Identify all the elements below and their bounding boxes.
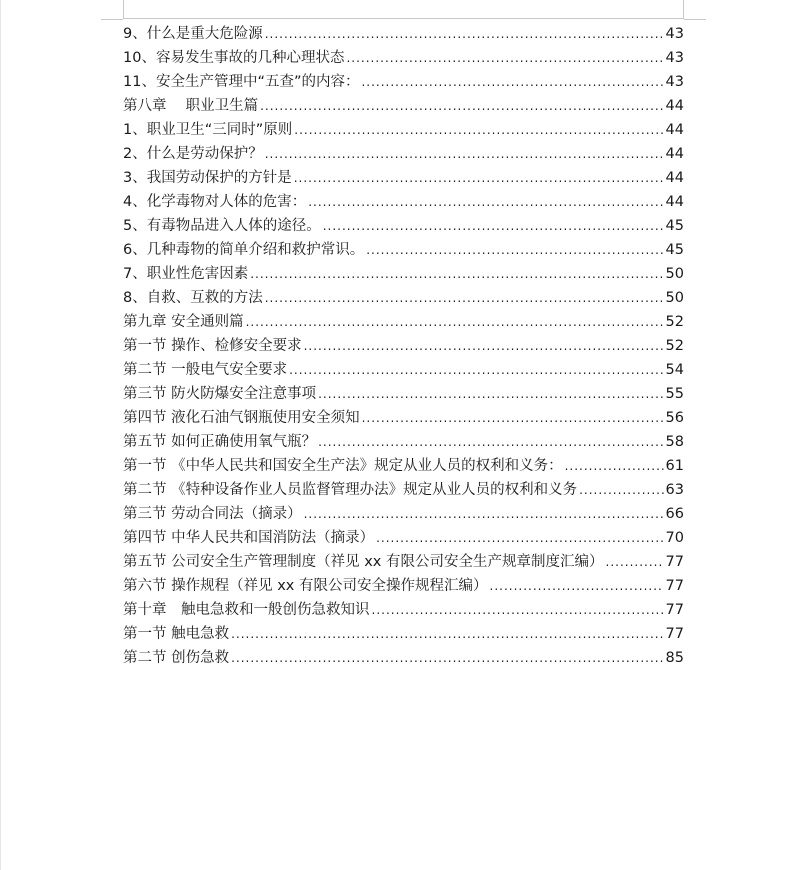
toc-entry-page-number: 66 [665,506,684,522]
toc-entry-title: 10、容易发生事故的几种心理状态 [123,50,345,66]
toc-dot-leader [366,238,663,262]
toc-dot-leader [308,190,663,214]
toc-dot-leader [361,70,663,94]
toc-entry-title: 第一节 操作、检修安全要求 [123,338,302,354]
toc-entry-title: 第五节 如何正确使用氧气瓶？ [123,434,317,450]
toc-entry-page-number: 43 [665,26,684,42]
toc-entry-title: 第五节 公司安全生产管理制度（祥见 xx 有限公司安全生产规章制度汇编） [123,554,604,570]
toc-entry[interactable] [123,262,684,286]
toc-dot-leader [294,166,664,190]
toc-entry-title: 7、职业性危害因素 [123,266,249,282]
toc-entry-page-number: 77 [665,554,684,570]
toc-entry-page-number: 56 [665,410,684,426]
toc-entry-page-number: 44 [665,146,684,162]
toc-entry-title: 第二节 创伤急救 [123,650,230,666]
toc-entry-title: 第八章 职业卫生篇 [123,98,259,114]
toc-entry-page-number: 50 [665,266,684,282]
toc-entry[interactable] [123,430,684,454]
toc-entry-page-number: 70 [665,530,684,546]
toc-dot-leader [304,502,664,526]
toc-entry-page-number: 43 [665,50,684,66]
toc-dot-leader [250,262,663,286]
toc-entry-title: 3、我国劳动保护的方针是 [123,170,292,186]
toc-entry-page-number: 58 [665,434,684,450]
toc-dot-leader [260,94,663,118]
toc-entry[interactable] [123,382,684,406]
toc-entry-page-number: 61 [665,458,684,474]
toc-entry-page-number: 85 [665,650,684,666]
toc-entry-page-number: 77 [665,578,684,594]
toc-dot-leader [304,334,664,358]
toc-entry-title: 第四节 中华人民共和国消防法（摘录） [123,530,375,546]
toc-entry[interactable] [123,334,684,358]
toc-entry-page-number: 54 [665,362,684,378]
toc-entry-page-number: 43 [665,74,684,90]
toc-dot-leader [265,286,664,310]
toc-entry[interactable] [123,214,684,238]
toc-entry[interactable] [123,598,684,622]
toc-entry[interactable] [123,478,684,502]
toc-entry-page-number: 77 [665,626,684,642]
toc-entry-title: 2、什么是劳动保护？ [123,146,263,162]
toc-entry[interactable] [123,70,684,94]
toc-entry[interactable] [123,406,684,430]
toc-entry-title: 第二节 《特种设备作业人员监督管理办法》规定从业人员的权利和义务 [123,482,578,498]
toc-entry[interactable] [123,166,684,190]
toc-dot-leader [606,550,664,574]
toc-entry[interactable] [123,94,684,118]
toc-dot-leader [246,310,664,334]
toc-dot-leader [346,46,663,70]
toc-entry-title: 第四节 液化石油气钢瓶使用安全须知 [123,410,360,426]
toc-entry[interactable] [123,22,684,46]
toc-entry[interactable] [123,502,684,526]
toc-entry[interactable] [123,574,684,598]
page-margin-guide [123,0,684,19]
toc-entry[interactable] [123,142,684,166]
toc-entry-title: 第十章 触电急救和一般创伤急救知识 [123,602,370,618]
toc-entry-page-number: 52 [665,314,684,330]
toc-entry[interactable] [123,358,684,382]
toc-entry-title: 第九章 安全通则篇 [123,314,244,330]
toc-dot-leader [289,358,663,382]
toc-entry-title: 9、什么是重大危险源 [123,26,263,42]
toc-entry[interactable] [123,622,684,646]
toc-entry[interactable] [123,118,684,142]
toc-dot-leader [265,22,664,46]
toc-entry-title: 4、化学毒物对人体的危害： [123,194,307,210]
toc-dot-leader [323,214,664,238]
toc-dot-leader [362,406,664,430]
toc-entry-title: 6、几种毒物的简单介绍和救护常识。 [123,242,365,258]
toc-entry[interactable] [123,310,684,334]
toc-entry-title: 11、安全生产管理中“五查”的内容： [123,74,360,90]
toc-entry-page-number: 45 [665,218,684,234]
toc-entry-title: 8、自救、互救的方法 [123,290,263,306]
table-of-contents [123,22,684,670]
toc-entry-title: 第三节 劳动合同法（摘录） [123,506,302,522]
toc-entry-page-number: 45 [665,242,684,258]
toc-dot-leader [565,454,664,478]
page-margin-guide-left [101,19,123,20]
toc-entry-page-number: 52 [665,338,684,354]
toc-dot-leader [265,142,664,166]
toc-entry-page-number: 50 [665,290,684,306]
toc-dot-leader [294,118,663,142]
toc-entry[interactable] [123,550,684,574]
toc-entry[interactable] [123,526,684,550]
toc-dot-leader [579,478,663,502]
toc-entry-page-number: 77 [665,602,684,618]
toc-entry-title: 第六节 操作规程（祥见 xx 有限公司安全操作规程汇编） [123,578,488,594]
toc-entry[interactable] [123,286,684,310]
toc-dot-leader [318,382,663,406]
toc-entry-page-number: 44 [665,170,684,186]
toc-entry-page-number: 55 [665,386,684,402]
toc-entry-title: 5、有毒物品进入人体的途径。 [123,218,321,234]
toc-entry-page-number: 44 [665,194,684,210]
toc-entry[interactable] [123,190,684,214]
toc-entry-title: 第二节 一般电气安全要求 [123,362,288,378]
toc-entry[interactable] [123,646,684,670]
toc-entry-page-number: 44 [665,98,684,114]
toc-entry-title: 第一节 《中华人民共和国安全生产法》规定从业人员的权利和义务： [123,458,563,474]
toc-dot-leader [376,526,663,550]
toc-entry[interactable] [123,46,684,70]
toc-entry-title: 1、职业卫生“三同时”原则 [123,122,293,138]
toc-entry-title: 第一节 触电急救 [123,626,230,642]
toc-dot-leader [318,430,663,454]
toc-entry-page-number: 44 [665,122,684,138]
toc-entry[interactable] [123,238,684,262]
page-margin-guide-right [684,19,706,20]
toc-entry-title: 第三节 防火防爆安全注意事项 [123,386,317,402]
toc-entry-page-number: 63 [665,482,684,498]
toc-dot-leader [231,622,663,646]
toc-dot-leader [372,598,664,622]
toc-entry[interactable] [123,454,684,478]
toc-dot-leader [231,646,663,670]
toc-dot-leader [490,574,664,598]
